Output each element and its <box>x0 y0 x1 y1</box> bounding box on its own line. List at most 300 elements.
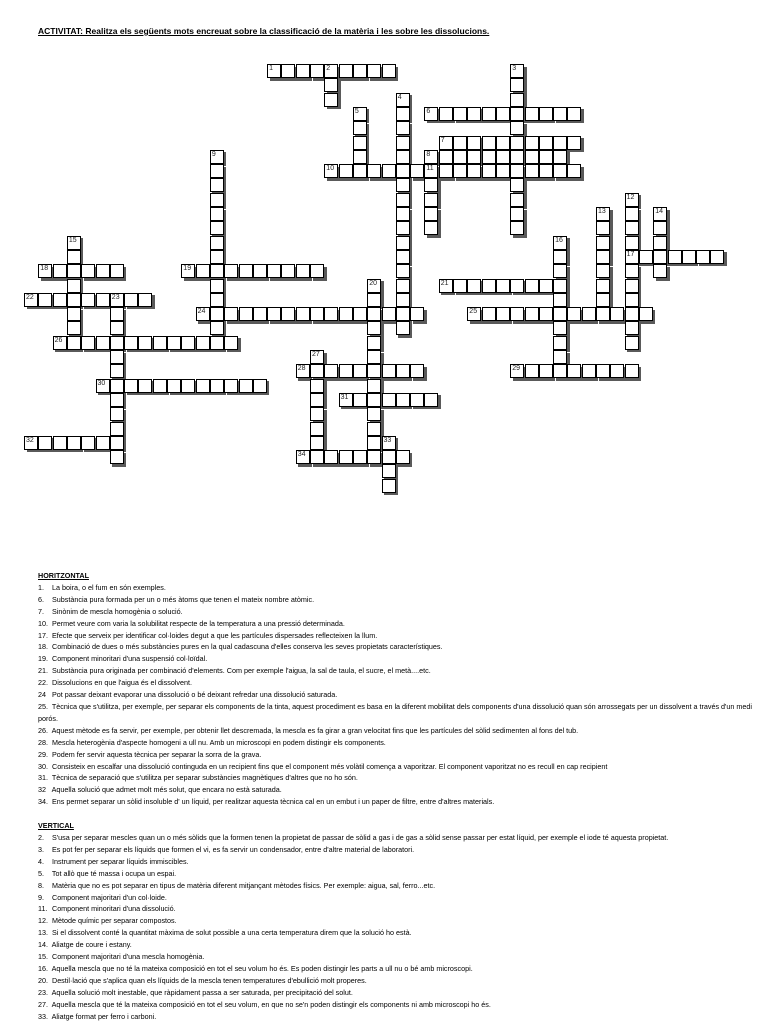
crossword-cell[interactable] <box>67 279 81 293</box>
crossword-cell[interactable] <box>453 150 467 164</box>
crossword-cell[interactable] <box>467 150 481 164</box>
crossword-cell[interactable] <box>596 250 610 264</box>
crossword-cell[interactable] <box>67 307 81 321</box>
crossword-cell[interactable] <box>353 393 367 407</box>
crossword-cell[interactable] <box>81 264 95 278</box>
crossword-cell[interactable] <box>582 307 596 321</box>
crossword-cell[interactable] <box>53 264 67 278</box>
crossword-cell[interactable] <box>239 379 253 393</box>
clue-text: Destil·lació que s'aplica quan els líquids de la mescla tenen temperatures d'ebullició molt properes. <box>50 975 367 985</box>
crossword-cell[interactable] <box>496 107 510 121</box>
crossword-cell[interactable] <box>96 436 110 450</box>
clue-text: Substància pura originada per combinació d'elements. Com per exemple l'aigua, la sal de taula, el sucre, el metà....etc. <box>50 666 431 676</box>
clue-text: Aquella solució molt inestable, que ràpidament passa a ser saturada, per precipitació del solut. <box>50 987 353 997</box>
crossword-cell[interactable] <box>367 422 381 436</box>
crossword-cell[interactable] <box>210 221 224 235</box>
crossword-cell[interactable] <box>153 379 167 393</box>
crossword-cell[interactable] <box>625 293 639 307</box>
crossword-cell[interactable] <box>396 393 410 407</box>
crossword-cell[interactable] <box>124 336 138 350</box>
crossword-cell[interactable] <box>224 379 238 393</box>
crossword-cell[interactable] <box>310 379 324 393</box>
crossword-cell[interactable] <box>553 107 567 121</box>
crossword-cell[interactable] <box>110 364 124 378</box>
crossword-cell[interactable] <box>553 264 567 278</box>
clue-item <box>38 927 756 939</box>
crossword-cell[interactable] <box>324 78 338 92</box>
crossword-cell[interactable] <box>353 136 367 150</box>
crossword-cell[interactable] <box>310 407 324 421</box>
crossword-cell[interactable] <box>296 264 310 278</box>
crossword-cell[interactable] <box>639 307 653 321</box>
crossword-cell[interactable] <box>382 164 396 178</box>
crossword-cell[interactable] <box>396 193 410 207</box>
clue-number-label: 23 <box>111 293 120 301</box>
crossword-cell[interactable] <box>567 136 581 150</box>
clue-number-label: 21 <box>440 279 449 287</box>
crossword-cell[interactable] <box>310 264 324 278</box>
crossword-cell[interactable] <box>596 364 610 378</box>
crossword-cell[interactable] <box>539 307 553 321</box>
crossword-cell[interactable] <box>553 279 567 293</box>
crossword-cell[interactable] <box>567 107 581 121</box>
crossword-cell[interactable] <box>267 307 281 321</box>
crossword-cell[interactable] <box>353 64 367 78</box>
crossword-cell[interactable] <box>567 307 581 321</box>
clue-number: 25. <box>38 701 48 711</box>
crossword-cell[interactable] <box>138 336 152 350</box>
clue-item <box>38 987 756 999</box>
crossword-cell[interactable] <box>210 193 224 207</box>
crossword-cell[interactable] <box>382 64 396 78</box>
crossword-cell[interactable] <box>396 221 410 235</box>
clue-number-label: 2 <box>326 65 331 72</box>
crossword-cell[interactable] <box>110 436 124 450</box>
crossword-cell[interactable] <box>396 307 410 321</box>
clue-number-label: 28 <box>297 365 306 373</box>
clue-number-label: 5 <box>354 107 359 115</box>
crossword-cell[interactable] <box>81 336 95 350</box>
crossword-cell[interactable] <box>110 307 124 321</box>
crossword-cell[interactable] <box>253 264 267 278</box>
crossword-cell[interactable] <box>625 307 639 321</box>
crossword-cell[interactable] <box>639 250 653 264</box>
crossword-cell[interactable] <box>482 150 496 164</box>
crossword-cell[interactable] <box>310 64 324 78</box>
crossword-cell[interactable] <box>124 379 138 393</box>
crossword-cell[interactable] <box>210 293 224 307</box>
crossword-cell[interactable] <box>439 164 453 178</box>
crossword-cell[interactable] <box>296 64 310 78</box>
crossword-cell[interactable] <box>525 136 539 150</box>
crossword-cell[interactable] <box>367 350 381 364</box>
crossword-cell[interactable] <box>424 178 438 192</box>
crossword-cell[interactable] <box>596 236 610 250</box>
crossword-cell[interactable] <box>296 307 310 321</box>
crossword-cell[interactable] <box>625 336 639 350</box>
crossword-cell[interactable] <box>210 307 224 321</box>
crossword-cell[interactable] <box>210 236 224 250</box>
crossword-cell[interactable] <box>210 336 224 350</box>
crossword-cell[interactable] <box>396 364 410 378</box>
clue-item <box>38 737 756 749</box>
crossword-cell[interactable] <box>410 164 424 178</box>
crossword-cell[interactable] <box>453 136 467 150</box>
crossword-cell[interactable] <box>367 379 381 393</box>
crossword-cell[interactable] <box>453 164 467 178</box>
crossword-cell[interactable] <box>38 436 52 450</box>
crossword-cell[interactable] <box>396 321 410 335</box>
crossword-cell[interactable] <box>396 164 410 178</box>
clue-text: Es pot fer per separar els líquids que formen el vi, es fa servir un condensador, entre d'altre material de laboratori. <box>50 844 415 854</box>
crossword-cell[interactable] <box>410 307 424 321</box>
crossword-cell[interactable] <box>281 64 295 78</box>
clue-item <box>38 915 756 927</box>
clue-number-label: 18 <box>40 265 49 273</box>
crossword-cell[interactable] <box>567 164 581 178</box>
crossword-cell[interactable] <box>525 307 539 321</box>
crossword-cell[interactable] <box>210 178 224 192</box>
crossword-cell[interactable] <box>382 393 396 407</box>
crossword-cell[interactable] <box>210 164 224 178</box>
crossword-cell[interactable] <box>253 379 267 393</box>
crossword-cell[interactable] <box>510 193 524 207</box>
crossword-cell[interactable] <box>539 279 553 293</box>
crossword-cell[interactable] <box>396 279 410 293</box>
crossword-cell[interactable] <box>239 264 253 278</box>
crossword-cell[interactable] <box>510 93 524 107</box>
clue-text: Aquella mescla que no té la mateixa composició en tot el seu volum ho és. Es poden distingir les parts a ull nu o bé amb microscopi. <box>50 964 473 973</box>
crossword-cell[interactable] <box>67 336 81 350</box>
crossword-cell[interactable] <box>253 307 267 321</box>
crossword-cell[interactable] <box>510 207 524 221</box>
crossword-cell[interactable] <box>467 279 481 293</box>
crossword-cell[interactable] <box>424 193 438 207</box>
crossword-cell[interactable] <box>396 450 410 464</box>
clue-number: 15. <box>38 952 48 962</box>
crossword-cell[interactable] <box>367 321 381 335</box>
crossword-cell[interactable] <box>310 422 324 436</box>
crossword-cell[interactable] <box>610 364 624 378</box>
crossword-cell[interactable] <box>668 250 682 264</box>
crossword-cell[interactable] <box>196 264 210 278</box>
clue-number-label: 31 <box>340 393 349 401</box>
crossword-cell[interactable] <box>210 279 224 293</box>
crossword-cell[interactable] <box>525 164 539 178</box>
crossword-cell[interactable] <box>553 321 567 335</box>
crossword-cell[interactable] <box>596 221 610 235</box>
crossword-cell[interactable] <box>96 293 110 307</box>
crossword-cell[interactable] <box>553 364 567 378</box>
crossword-cell[interactable] <box>210 321 224 335</box>
crossword-cell[interactable] <box>510 78 524 92</box>
crossword-cell[interactable] <box>281 307 295 321</box>
crossword-cell[interactable] <box>210 264 224 278</box>
crossword-cell[interactable] <box>467 164 481 178</box>
crossword-cell[interactable] <box>496 307 510 321</box>
crossword-cell[interactable] <box>339 364 353 378</box>
clue-number: 14. <box>38 940 48 950</box>
crossword-cell[interactable] <box>539 364 553 378</box>
crossword-cell[interactable] <box>196 336 210 350</box>
crossword-cell[interactable] <box>653 250 667 264</box>
crossword-cell[interactable] <box>110 379 124 393</box>
crossword-cell[interactable] <box>339 307 353 321</box>
crossword-cell[interactable] <box>482 164 496 178</box>
crossword-cell[interactable] <box>610 307 624 321</box>
crossword-cell[interactable] <box>38 293 52 307</box>
crossword-cell[interactable] <box>367 293 381 307</box>
crossword-cell[interactable] <box>224 264 238 278</box>
crossword-cell[interactable] <box>367 450 381 464</box>
crossword-cell[interactable] <box>553 293 567 307</box>
crossword-cell[interactable] <box>453 107 467 121</box>
crossword-cell[interactable] <box>510 150 524 164</box>
crossword-cell[interactable] <box>367 336 381 350</box>
clue-number: 34. <box>38 797 48 807</box>
crossword-cell[interactable] <box>353 150 367 164</box>
clue-number-label: 1 <box>269 65 273 72</box>
crossword-cell[interactable] <box>510 121 524 135</box>
crossword-cell[interactable] <box>396 264 410 278</box>
crossword-cell[interactable] <box>410 364 424 378</box>
crossword-cell[interactable] <box>353 121 367 135</box>
crossword-cell[interactable] <box>596 307 610 321</box>
crossword-cell[interactable] <box>181 379 195 393</box>
crossword-cell[interactable] <box>96 336 110 350</box>
crossword-cell[interactable] <box>410 393 424 407</box>
crossword-cell[interactable] <box>653 236 667 250</box>
crossword-cell[interactable] <box>110 450 124 464</box>
clue-item <box>38 963 756 975</box>
crossword-cell[interactable] <box>424 207 438 221</box>
clue-item <box>38 582 756 594</box>
crossword-cell[interactable] <box>382 450 396 464</box>
crossword-cell[interactable] <box>567 364 581 378</box>
crossword-cell[interactable] <box>138 379 152 393</box>
crossword-cell[interactable] <box>625 207 639 221</box>
crossword-cell[interactable] <box>682 250 696 264</box>
crossword-cell[interactable] <box>367 436 381 450</box>
crossword-cell[interactable] <box>67 321 81 335</box>
crossword-cell[interactable] <box>596 264 610 278</box>
crossword-cell[interactable] <box>625 264 639 278</box>
crossword-cell[interactable] <box>710 250 724 264</box>
crossword-cell[interactable] <box>181 336 195 350</box>
crossword-cell[interactable] <box>482 136 496 150</box>
crossword-cell[interactable] <box>310 307 324 321</box>
crossword-cell[interactable] <box>396 107 410 121</box>
crossword-cell[interactable] <box>510 107 524 121</box>
crossword-cell[interactable] <box>210 250 224 264</box>
crossword-cell[interactable] <box>367 407 381 421</box>
crossword-cell[interactable] <box>596 293 610 307</box>
crossword-cell[interactable] <box>382 307 396 321</box>
crossword-cell[interactable] <box>224 336 238 350</box>
crossword-cell[interactable] <box>196 379 210 393</box>
crossword-cell[interactable] <box>353 307 367 321</box>
crossword-cell[interactable] <box>496 279 510 293</box>
crossword-cell[interactable] <box>310 436 324 450</box>
crossword-cell[interactable] <box>553 307 567 321</box>
crossword-cell[interactable] <box>582 364 596 378</box>
clue-number: 3. <box>38 844 44 854</box>
crossword-cell[interactable] <box>353 364 367 378</box>
crossword-cell[interactable] <box>367 393 381 407</box>
crossword-cell[interactable] <box>81 293 95 307</box>
clue-number-label: 25 <box>469 308 478 316</box>
crossword-cell[interactable] <box>339 64 353 78</box>
crossword-cell[interactable] <box>353 450 367 464</box>
crossword-cell[interactable] <box>396 150 410 164</box>
crossword-cell[interactable] <box>382 479 396 493</box>
crossword-cell[interactable] <box>396 236 410 250</box>
clue-item <box>38 784 756 796</box>
crossword-cell[interactable] <box>467 136 481 150</box>
crossword-cell[interactable] <box>96 264 110 278</box>
crossword-cell[interactable] <box>53 293 67 307</box>
clue-number: 8. <box>38 880 44 890</box>
clue-text: Permet veure com varia la solubilitat respecte de la temperatura a una pressió determinada. <box>50 618 345 628</box>
clue-text: Component majoritari d'una mescla homogènia. <box>50 952 205 962</box>
crossword-cell[interactable] <box>496 164 510 178</box>
crossword-cell[interactable] <box>339 164 353 178</box>
crossword-cell[interactable] <box>310 393 324 407</box>
crossword-cell[interactable] <box>396 250 410 264</box>
crossword-cell[interactable] <box>525 279 539 293</box>
crossword-cell[interactable] <box>553 350 567 364</box>
crossword-cell[interactable] <box>310 364 324 378</box>
crossword-cell[interactable] <box>382 464 396 478</box>
crossword-cell[interactable] <box>696 250 710 264</box>
clue-number: 16. <box>38 964 48 973</box>
crossword-cell[interactable] <box>210 379 224 393</box>
crossword-cell[interactable] <box>138 293 152 307</box>
crossword-cell[interactable] <box>396 207 410 221</box>
clue-text: La boira, o el fum en són exemples. <box>50 582 166 592</box>
crossword-cell[interactable] <box>67 264 81 278</box>
crossword-cell[interactable] <box>439 150 453 164</box>
crossword-cell[interactable] <box>625 364 639 378</box>
crossword-cell[interactable] <box>396 293 410 307</box>
crossword-cell[interactable] <box>110 264 124 278</box>
crossword-cell[interactable] <box>110 350 124 364</box>
crossword-cell[interactable] <box>267 264 281 278</box>
crossword-cell[interactable] <box>324 307 338 321</box>
crossword-cell[interactable] <box>324 93 338 107</box>
crossword-cell[interactable] <box>625 279 639 293</box>
crossword-cell[interactable] <box>53 436 67 450</box>
crossword-cell[interactable] <box>525 150 539 164</box>
crossword-cell[interactable] <box>396 178 410 192</box>
crossword-cell[interactable] <box>496 136 510 150</box>
crossword-cell[interactable] <box>367 364 381 378</box>
crossword-cell[interactable] <box>310 450 324 464</box>
clue-number: 29. <box>38 749 48 759</box>
crossword-cell[interactable] <box>67 293 81 307</box>
crossword-cell[interactable] <box>467 107 481 121</box>
crossword-cell[interactable] <box>539 150 553 164</box>
crossword-cell[interactable] <box>67 250 81 264</box>
crossword-cell[interactable] <box>553 150 567 164</box>
crossword-cell[interactable] <box>324 364 338 378</box>
crossword-cell[interactable] <box>239 307 253 321</box>
crossword-cell[interactable] <box>439 107 453 121</box>
crossword-cell[interactable] <box>367 64 381 78</box>
crossword-cell[interactable] <box>396 136 410 150</box>
crossword-cell[interactable] <box>396 121 410 135</box>
crossword-cell[interactable] <box>482 107 496 121</box>
crossword-cell[interactable] <box>167 379 181 393</box>
horizontal-clue-list <box>38 582 756 808</box>
crossword-cell[interactable] <box>482 307 496 321</box>
crossword-cell[interactable] <box>339 450 353 464</box>
crossword-cell[interactable] <box>510 279 524 293</box>
crossword-cell[interactable] <box>539 136 553 150</box>
crossword-cell[interactable] <box>110 407 124 421</box>
crossword-cell[interactable] <box>67 436 81 450</box>
crossword-cell[interactable] <box>124 293 138 307</box>
clue-number-label: 9 <box>211 150 216 158</box>
clue-number-label: 33 <box>383 436 392 444</box>
crossword-cell[interactable] <box>424 221 438 235</box>
section-spacer <box>38 808 756 820</box>
crossword-cell[interactable] <box>382 364 396 378</box>
crossword-cell[interactable] <box>424 393 438 407</box>
crossword-cell[interactable] <box>110 393 124 407</box>
crossword-cell[interactable] <box>525 107 539 121</box>
crossword-cell[interactable] <box>653 264 667 278</box>
crossword-cell[interactable] <box>553 250 567 264</box>
crossword-cell[interactable] <box>510 136 524 150</box>
crossword-cell[interactable] <box>453 279 467 293</box>
crossword-cell[interactable] <box>224 307 238 321</box>
crossword-cell[interactable] <box>81 436 95 450</box>
crossword-cell[interactable] <box>625 221 639 235</box>
crossword-cell[interactable] <box>510 164 524 178</box>
crossword-cell[interactable] <box>153 336 167 350</box>
crossword-cell[interactable] <box>625 236 639 250</box>
clue-number-label: 8 <box>426 150 431 158</box>
crossword-cell[interactable] <box>482 279 496 293</box>
crossword-cell[interactable] <box>510 221 524 235</box>
crossword-cell[interactable] <box>110 336 124 350</box>
crossword-cell[interactable] <box>553 136 567 150</box>
clue-text: Aliatge de coure i estany. <box>50 940 132 950</box>
crossword-cell[interactable] <box>510 178 524 192</box>
crossword-cell[interactable] <box>625 321 639 335</box>
crossword-cell[interactable] <box>210 207 224 221</box>
crossword-cell[interactable] <box>596 279 610 293</box>
crossword-cell[interactable] <box>110 422 124 436</box>
crossword-cell[interactable] <box>539 107 553 121</box>
crossword-cell[interactable] <box>324 450 338 464</box>
crossword-cell[interactable] <box>525 364 539 378</box>
clue-number: 24 <box>38 690 46 700</box>
crossword-cell[interactable] <box>510 307 524 321</box>
crossword-cell[interactable] <box>281 264 295 278</box>
crossword-cell[interactable] <box>353 164 367 178</box>
crossword-cell[interactable] <box>110 321 124 335</box>
crossword-cell[interactable] <box>367 164 381 178</box>
crossword-cell[interactable] <box>367 307 381 321</box>
crossword-cell[interactable] <box>553 164 567 178</box>
crossword-cell[interactable] <box>539 164 553 178</box>
crossword-cell[interactable] <box>496 150 510 164</box>
crossword-cell[interactable] <box>653 221 667 235</box>
crossword-cell[interactable] <box>553 336 567 350</box>
crossword-cell[interactable] <box>167 336 181 350</box>
